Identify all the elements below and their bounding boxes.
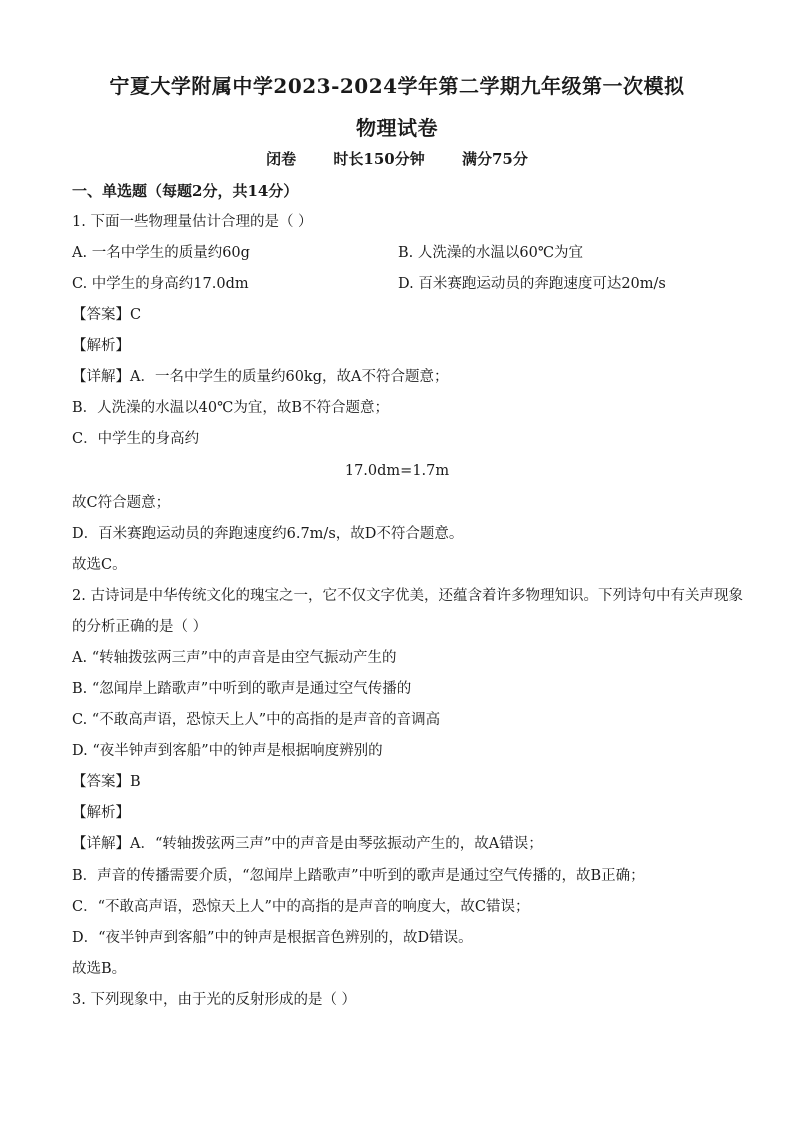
meta-score: 满分75分 [461,150,528,168]
meta-closed: 闭卷 [266,150,297,168]
exam-title: 宁夏大学附属中学2023-2024学年第二学期九年级第一次模拟 [109,74,685,98]
q1-detail-2: B．人洗澡的水温以40℃为宜，故B不符合题意； [72,400,389,416]
q1-stem: 1. 下面一些物理量估计合理的是（ ） [72,214,313,230]
q1-option-a: A. 一名中学生的质量约60g [72,245,250,261]
q1-detail-1: 【详解】A．一名中学生的质量约60kg，故A不符合题意； [72,369,449,385]
q2-answer: 【答案】B [72,774,141,790]
q1-option-d: D. 百米赛跑运动员的奔跑速度可达20m/s [398,276,666,292]
q2-detail-3: C．“不敢高声语，恐惊天上人”中的高指的是声音的响度大，故C错误； [72,899,530,915]
exam-subtitle: 物理试卷 [356,116,438,140]
q1-formula: 17.0dm=1.7m [344,463,450,479]
q2-analysis: 【解析】 [72,805,130,821]
q2-stem-2: 的分析正确的是（ ） [72,619,208,635]
q2-option-a: A. “转轴拨弦两三声”中的声音是由空气振动产生的 [72,650,397,666]
q3-stem: 3. 下列现象中，由于光的反射形成的是（ ） [72,992,357,1008]
q1-conclusion: 故选C。 [72,557,127,573]
q2-option-d: D. “夜半钟声到客船”中的钟声是根据响度辨别的 [72,743,383,759]
q2-conclusion: 故选B。 [72,961,127,977]
q1-option-c: C. 中学生的身高约17.0dm [72,276,249,292]
q2-stem-1: 2. 古诗词是中华传统文化的瑰宝之一，它不仅文字优美，还蕴含着许多物理知识。下列诗句中有关声现象 [72,588,743,604]
meta-time: 时长150分钟 [333,150,425,168]
q1-detail-3: C．中学生的身高约 [72,431,200,447]
q2-detail-2: B．声音的传播需要介质，“忽闻岸上踏歌声”中听到的歌声是通过空气传播的，故B正确； [72,868,645,884]
q1-detail-4: 故C符合题意； [72,495,171,511]
q1-answer: 【答案】C [72,307,142,323]
q2-option-c: C. “不敢高声语，恐惊天上人”中的高指的是声音的音调高 [72,712,441,728]
q2-detail-4: D．“夜半钟声到客船”中的钟声是根据音色辨别的，故D错误。 [72,930,473,946]
q1-detail-5: D．百米赛跑运动员的奔跑速度约6.7m/s，故D不符合题意。 [72,526,464,542]
section-title: 一、单选题（每题2分，共14分） [72,182,299,200]
q1-option-b: B. 人洗澡的水温以60℃为宜 [398,245,584,261]
q2-detail-1: 【详解】A．“转轴拨弦两三声”中的声音是由琴弦振动产生的，故A错误； [72,836,543,852]
exam-meta [0,148,794,169]
q2-option-b: B. “忽闻岸上踏歌声”中听到的歌声是通过空气传播的 [72,681,412,697]
q1-analysis: 【解析】 [72,338,130,354]
